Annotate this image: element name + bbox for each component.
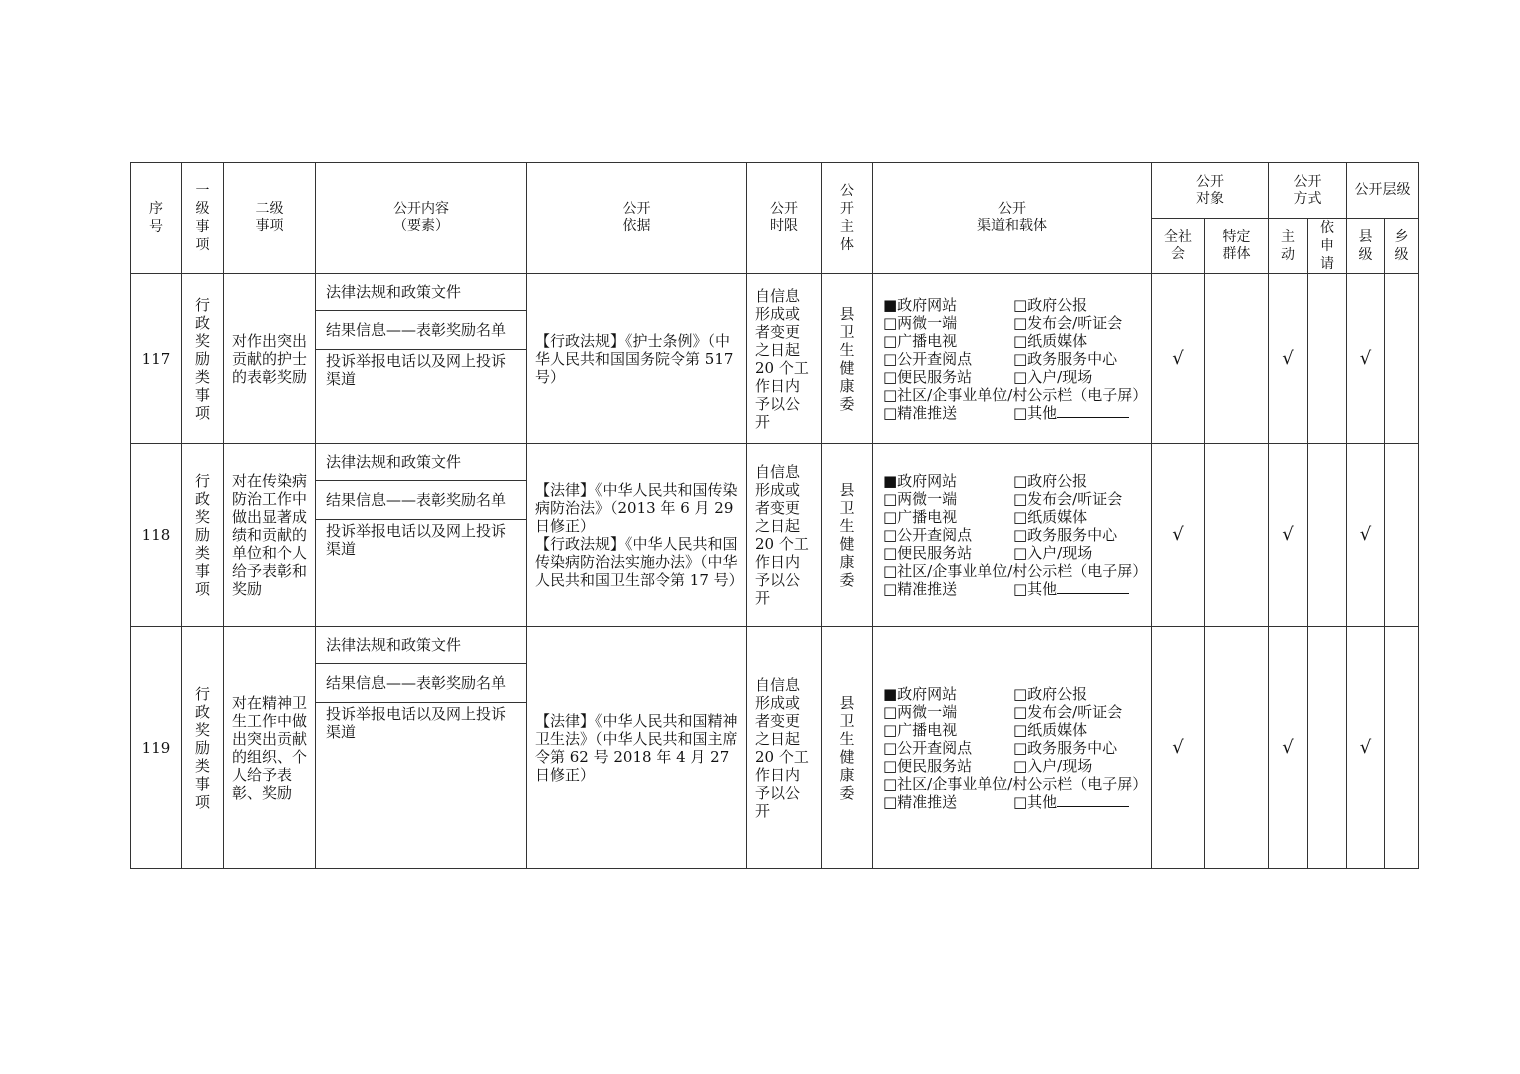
row-basis: 【行政法规】《护士条例》（中华人民共和国国务院令第 517 号） <box>527 274 747 444</box>
table-row <box>131 627 1419 869</box>
content-item: 结果信息——表彰奖励名单 <box>316 481 526 520</box>
header-basis: 公开 依据 <box>527 163 747 274</box>
channel-item: □广播电视 <box>883 331 958 350</box>
row-target-specific <box>1205 274 1269 444</box>
other-blank-line <box>1057 794 1129 807</box>
channel-item: □政务服务中心 <box>1013 349 1118 368</box>
row-level-town <box>1385 274 1419 444</box>
table-row <box>131 444 1419 627</box>
channel-list <box>873 685 1151 811</box>
row-method-active: √ <box>1269 444 1308 627</box>
row-level-county: √ <box>1347 274 1385 444</box>
channel-item: □纸质媒体 <box>1013 508 1088 526</box>
channel-item: □便民服务站 <box>883 367 973 386</box>
row-method-active: √ <box>1269 274 1308 444</box>
content-item: 结果信息——表彰奖励名单 <box>316 311 526 350</box>
content-item: 法律法规和政策文件 <box>316 274 526 311</box>
channel-other: □其他 <box>1013 793 1143 811</box>
row-seq: 119 <box>131 627 182 869</box>
row-seq: 118 <box>131 444 182 627</box>
header-level-county: 县级 <box>1347 219 1385 274</box>
table-row <box>131 274 1419 444</box>
channel-community: □社区/企事业单位/村公示栏（电子屏） <box>883 774 1148 793</box>
channel-item: □入户/现场 <box>1013 544 1093 562</box>
row-content <box>316 627 527 869</box>
row-level2: 对在传染病防治工作中做出显著成绩和贡献的单位和个人给予表彰和奖励 <box>224 444 316 627</box>
row-basis: 【法律】《中华人民共和国传染病防治法》（2013 年 6 月 29 日修正） 【行政法规】《中华人民共和国传染病防治法实施办法》（中华人民共和国卫生部令第 17 号） <box>527 444 747 627</box>
row-time-limit: 自信息形成或者变更之日起 20 个工作日内予以公开 <box>747 627 822 869</box>
row-method-active: √ <box>1269 627 1308 869</box>
channel-item: □公开查阅点 <box>883 349 973 368</box>
channel-community: □社区/企事业单位/村公示栏（电子屏） <box>883 562 1148 580</box>
row-channels <box>873 627 1152 869</box>
channel-precise: □精准推送 <box>883 580 958 598</box>
content-item: 投诉举报电话以及网上投诉渠道 <box>326 705 507 741</box>
header-level2: 二级事项 <box>224 163 316 274</box>
header-method-request: 依申请 <box>1308 219 1347 274</box>
other-blank-line <box>1057 405 1129 418</box>
row-level2: 对作出突出贡献的护士的表彰奖励 <box>224 274 316 444</box>
row-channels <box>873 274 1152 444</box>
row-level1: 行政奖励类事项 <box>182 627 224 869</box>
row-level-county: √ <box>1347 627 1385 869</box>
row-target-all: √ <box>1152 274 1205 444</box>
row-content <box>316 444 527 627</box>
channel-item: ■政府网站 <box>883 295 958 314</box>
channel-item: □两微一端 <box>883 313 958 332</box>
channel-item: □广播电视 <box>883 508 958 526</box>
content-item: 结果信息——表彰奖励名单 <box>316 664 526 703</box>
channel-item: ■政府网站 <box>883 472 958 490</box>
channel-item: □政府公报 <box>1013 472 1088 490</box>
channel-item: □政府公报 <box>1013 684 1088 703</box>
header-level-town: 乡级 <box>1385 219 1419 274</box>
header-method-active: 主动 <box>1269 219 1308 274</box>
row-seq: 117 <box>131 274 182 444</box>
channel-precise: □精准推送 <box>883 403 958 422</box>
table-body <box>131 274 1419 869</box>
channel-item: □发布会/听证会 <box>1013 702 1123 721</box>
channel-precise: □精准推送 <box>883 792 958 811</box>
row-content <box>316 274 527 444</box>
content-item: 投诉举报电话以及网上投诉渠道 <box>326 522 507 558</box>
channel-item: □发布会/听证会 <box>1013 490 1123 508</box>
row-target-specific <box>1205 627 1269 869</box>
channel-item: □两微一端 <box>883 490 958 508</box>
content-item: 投诉举报电话以及网上投诉渠道 <box>326 352 507 388</box>
header-target-all: 全社会 <box>1152 219 1205 274</box>
channel-item: □政务服务中心 <box>1013 738 1118 757</box>
header-time-limit: 公开 时限 <box>747 163 822 274</box>
channel-item: □纸质媒体 <box>1013 720 1088 739</box>
row-basis: 【法律】《中华人民共和国精神卫生法》（中华人民共和国主席令第 62 号 2018 年 4 月 27 日修正） <box>527 627 747 869</box>
row-method-request <box>1308 444 1347 627</box>
row-method-request <box>1308 274 1347 444</box>
row-level1: 行政奖励类事项 <box>182 444 224 627</box>
channel-item: □便民服务站 <box>883 544 973 562</box>
row-time-limit: 自信息形成或者变更之日起 20 个工作日内予以公开 <box>747 444 822 627</box>
header-subject: 公开主体 <box>822 163 873 274</box>
header-channel: 公开 渠道和载体 <box>873 163 1152 274</box>
row-target-all: √ <box>1152 444 1205 627</box>
row-level2: 对在精神卫生工作中做出突出贡献的组织、个人给予表彰、奖励 <box>224 627 316 869</box>
channel-item: □便民服务站 <box>883 756 973 775</box>
row-level-town <box>1385 627 1419 869</box>
channel-item: □入户/现场 <box>1013 756 1093 775</box>
channel-item: □公开查阅点 <box>883 526 973 544</box>
header-level: 公开层级 <box>1347 163 1419 219</box>
other-blank-line <box>1057 581 1129 594</box>
content-item: 法律法规和政策文件 <box>316 444 526 481</box>
channel-other: □其他 <box>1013 580 1143 598</box>
row-channels <box>873 444 1152 627</box>
channel-item: □入户/现场 <box>1013 367 1093 386</box>
channel-community: □社区/企事业单位/村公示栏（电子屏） <box>883 385 1148 404</box>
row-subject: 县卫生健康委 <box>822 444 873 627</box>
channel-item: □发布会/听证会 <box>1013 313 1123 332</box>
header-seq: 序号 <box>131 163 182 274</box>
channel-list <box>873 296 1151 422</box>
header-target-specific: 特定 群体 <box>1205 219 1269 274</box>
row-target-specific <box>1205 444 1269 627</box>
channel-item: □政务服务中心 <box>1013 526 1118 544</box>
header-target: 公开 对象 <box>1152 163 1269 219</box>
row-level1: 行政奖励类事项 <box>182 274 224 444</box>
channel-list <box>873 472 1151 598</box>
header-method: 公开 方式 <box>1269 163 1347 219</box>
row-target-all: √ <box>1152 627 1205 869</box>
channel-item: □政府公报 <box>1013 295 1088 314</box>
channel-other: □其他 <box>1013 404 1143 422</box>
row-subject: 县卫生健康委 <box>822 627 873 869</box>
row-level-town <box>1385 444 1419 627</box>
row-subject: 县卫生健康委 <box>822 274 873 444</box>
channel-item: ■政府网站 <box>883 684 958 703</box>
channel-item: □两微一端 <box>883 702 958 721</box>
header-level1: 一级事项 <box>182 163 224 274</box>
content-item: 法律法规和政策文件 <box>316 627 526 664</box>
channel-item: □广播电视 <box>883 720 958 739</box>
row-level-county: √ <box>1347 444 1385 627</box>
table-header <box>131 163 1419 274</box>
disclosure-table <box>130 162 1419 869</box>
channel-item: □公开查阅点 <box>883 738 973 757</box>
row-time-limit: 自信息形成或者变更之日起 20 个工作日内予以公开 <box>747 274 822 444</box>
header-content: 公开内容 （要素） <box>316 163 527 274</box>
row-method-request <box>1308 627 1347 869</box>
channel-item: □纸质媒体 <box>1013 331 1088 350</box>
